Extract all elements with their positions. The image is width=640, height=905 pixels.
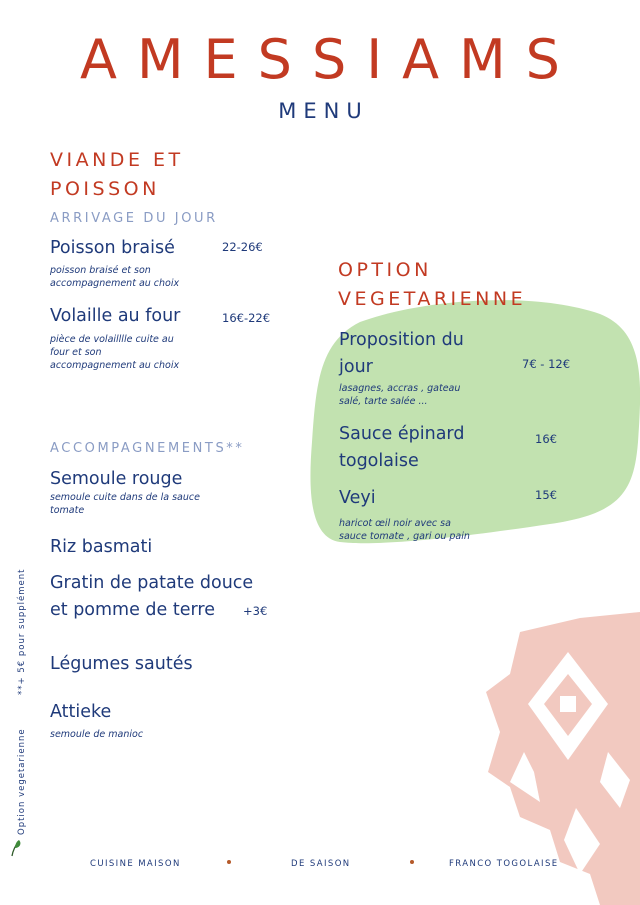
footer-cuisine-maison: CUISINE MAISON bbox=[90, 859, 181, 869]
footer-franco-togolaise: FRANCO TOGOLAISE bbox=[449, 859, 559, 869]
item-volaille-price: 16€-22€ bbox=[222, 311, 271, 325]
side-riz-name: Riz basmati bbox=[50, 537, 153, 557]
side-semoule-desc: semoule cuite dans de la sauce tomate bbox=[50, 492, 200, 516]
veg-veyi-desc: haricot œil noir avec sa sauce tomate , gari ou pain bbox=[339, 518, 470, 542]
item-poisson-braise-name: Poisson braisé bbox=[50, 238, 175, 258]
veg-veyi-price: 15€ bbox=[535, 488, 557, 502]
veg-veyi-name: Veyi bbox=[339, 488, 376, 508]
side-attieke-name: Attieke bbox=[50, 702, 112, 722]
item-volaille-name: Volaille au four bbox=[50, 306, 181, 326]
veg-proposition-price: 7€ - 12€ bbox=[522, 357, 571, 371]
side-attieke-desc: semoule de manioc bbox=[50, 729, 144, 740]
veg-proposition-name: Proposition du jour bbox=[339, 330, 464, 377]
side-gratin-price: +3€ bbox=[243, 604, 268, 618]
veg-proposition-desc: lasagnes, accras , gateau salé, tarte salée ... bbox=[339, 383, 461, 407]
item-poisson-braise-desc: poisson braisé et son accompagnement au choix bbox=[50, 265, 180, 289]
side-gratin-name: Gratin de patate douce et pomme de terre bbox=[50, 573, 254, 620]
item-volaille-desc: pièce de volailllle cuite au four et son accompagnement au choix bbox=[50, 334, 180, 371]
item-poisson-braise-price: 22-26€ bbox=[222, 240, 263, 254]
veg-sauce-name: Sauce épinard togolaise bbox=[339, 424, 465, 471]
side-semoule-name: Semoule rouge bbox=[50, 469, 183, 489]
section-sub-arrivage: ARRIVAGE DU JOUR bbox=[50, 211, 218, 226]
footer-dot bbox=[227, 860, 231, 864]
section-title-viande: VIANDE ET POISSON bbox=[50, 149, 184, 200]
menu-subtitle: MENU bbox=[278, 99, 369, 123]
vegetarian-legend: Option vegetarienne bbox=[17, 728, 27, 835]
section-title-accompagnements: ACCOMPAGNEMENTS** bbox=[50, 441, 245, 456]
footer-de-saison: DE SAISON bbox=[291, 859, 351, 869]
veg-sauce-price: 16€ bbox=[535, 432, 557, 446]
supplement-note: **+ 5€ pour supplément bbox=[17, 568, 27, 695]
side-legumes-name: Légumes sautés bbox=[50, 654, 193, 674]
brand-title: AMESSIAMS bbox=[80, 28, 580, 91]
footer-dot bbox=[410, 860, 414, 864]
leaf-icon bbox=[9, 838, 23, 858]
section-title-vegetarienne: OPTION VEGETARIENNE bbox=[338, 259, 527, 310]
